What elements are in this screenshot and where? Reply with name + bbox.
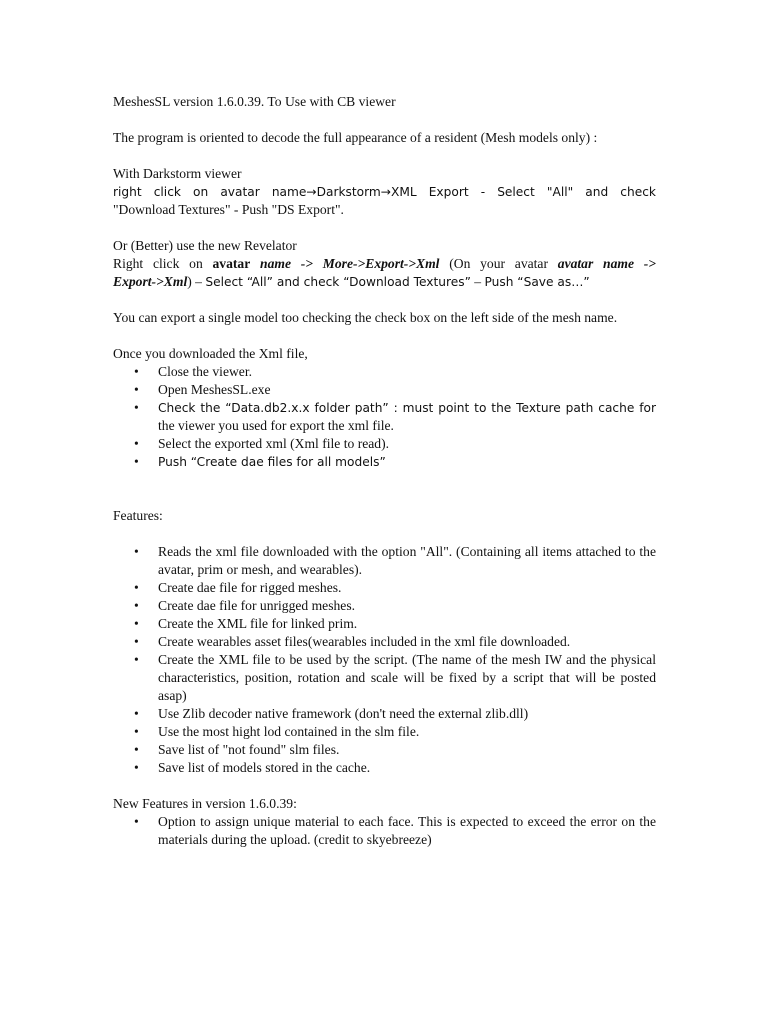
steps-section [113, 345, 656, 471]
step-text: Open MeshesSL.exe [158, 382, 271, 397]
list-item [113, 453, 656, 471]
list-item: • Create dae file for unrigged meshes. [113, 597, 656, 615]
revelator-export-path: Export->Xml [113, 274, 188, 289]
new-features-section [113, 795, 656, 849]
revelator-avatar-path: avatar name -> [557, 256, 657, 271]
features-section [113, 507, 656, 777]
revelator-dash: – [470, 274, 485, 289]
list-item: • Save list of models stored in the cache. [113, 759, 656, 777]
list-item: • Reads the xml file downloaded with the option "All". (Containing all items attached to the avatar, prim or mesh, and wearables). [113, 543, 656, 579]
list-item: • Use Zlib decoder native framework (don't need the external zlib.dll) [113, 705, 656, 723]
intro-paragraph: The program is oriented to decode the full appearance of a resident (Mesh models only) : [113, 130, 598, 145]
revelator-bold-avatar: avatar [212, 256, 251, 271]
revelator-heading: Or (Better) use the new Revelator [113, 238, 297, 253]
new-features-heading: New Features in version 1.6.0.39: [113, 796, 297, 811]
spacer [113, 525, 656, 543]
revelator-section [113, 237, 656, 291]
list-item: • Create wearables asset files(wearables included in the xml file downloaded. [113, 633, 656, 651]
darkstorm-instruction-line-2: "Download Textures" - Push "DS Export". [113, 202, 344, 217]
list-item [113, 435, 656, 453]
features-heading: Features: [113, 508, 163, 523]
darkstorm-section [113, 165, 656, 219]
single-model-paragraph: You can export a single model too checking the check box on the left side of the mesh name. [113, 310, 618, 325]
list-item: • Create the XML file for linked prim. [113, 615, 656, 633]
step-text: Select the exported xml (Xml file to read). [158, 436, 390, 451]
features-list [113, 543, 656, 777]
revelator-instruction-line-1 [113, 255, 656, 273]
revelator-select-all: Select “All” and check “Download Textures” [205, 275, 471, 289]
spacer [113, 471, 656, 507]
list-item: • Option to assign unique material to each face. This is expected to exceed the error on the materials during the upload. (credit to skyebreeze) [113, 813, 656, 849]
list-item [113, 363, 656, 381]
revelator-space [250, 256, 260, 271]
title-line: MeshesSL version 1.6.0.39. To Use with CB viewer [113, 94, 396, 109]
spacer [113, 777, 656, 795]
steps-intro: Once you downloaded the Xml file, [113, 346, 308, 361]
revelator-menu-path: name -> More->Export->Xml [260, 256, 440, 271]
new-features-list [113, 813, 656, 849]
list-item: • Save list of "not found" slm files. [113, 741, 656, 759]
steps-list [113, 363, 656, 471]
revelator-push-save: Push “Save as…” [484, 275, 590, 289]
list-item: • Create dae file for rigged meshes. [113, 579, 656, 597]
darkstorm-heading: With Darkstorm viewer [113, 166, 242, 181]
revelator-instruction-line-2 [113, 273, 656, 291]
revelator-text-3: ) – [187, 274, 206, 289]
list-item [113, 399, 656, 435]
document-page [113, 93, 656, 849]
revelator-text: Right click on [113, 256, 213, 271]
list-item: • Create the XML file to be used by the script. (The name of the mesh IW and the physical characteristics, position, rotation and scale will be fixed by a script that will be posted asap) [113, 651, 656, 705]
step-text: Close the viewer. [158, 364, 253, 379]
darkstorm-instruction-line-1: right click on avatar name→Darkstorm→XML Export - Select "All" and check [113, 185, 656, 199]
revelator-text-2: (On your avatar [439, 256, 558, 271]
step-text: Push “Create dae files for all models” [158, 455, 386, 469]
step-text: • Check the “Data.db2.x.x folder path” : must point to the Texture path cache for [158, 401, 656, 415]
list-item [113, 381, 656, 399]
list-item: • Use the most hight lod contained in the slm file. [113, 723, 656, 741]
step-text-continued: the viewer you used for export the xml file. [158, 418, 394, 433]
